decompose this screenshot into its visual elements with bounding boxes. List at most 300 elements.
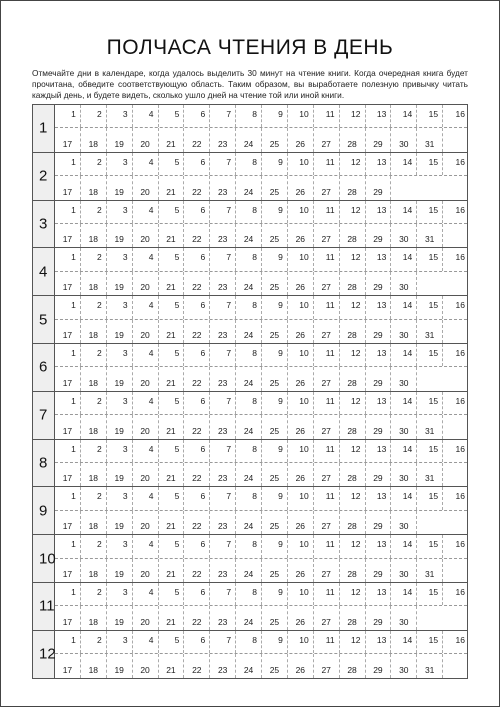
day-cell[interactable] <box>81 654 107 677</box>
day-cell[interactable] <box>107 105 133 127</box>
day-cell[interactable] <box>288 440 314 462</box>
day-cell[interactable] <box>81 631 107 653</box>
day-cell[interactable] <box>81 463 107 486</box>
day-cell[interactable] <box>107 463 133 486</box>
day-cell[interactable] <box>288 153 314 175</box>
day-cell[interactable] <box>236 511 262 534</box>
day-cell[interactable] <box>236 606 262 629</box>
day-cell[interactable] <box>210 631 236 653</box>
day-cell[interactable] <box>210 367 236 390</box>
day-cell[interactable] <box>340 105 366 127</box>
day-cell[interactable] <box>133 463 159 486</box>
day-cell[interactable] <box>288 392 314 414</box>
day-cell[interactable] <box>236 105 262 127</box>
day-cell[interactable] <box>443 583 469 605</box>
day-cell[interactable] <box>81 535 107 557</box>
day-cell[interactable] <box>107 487 133 509</box>
day-cell[interactable] <box>391 463 417 486</box>
day-cell[interactable] <box>236 201 262 223</box>
day-cell[interactable] <box>184 105 210 127</box>
day-cell[interactable] <box>391 224 417 247</box>
day-cell[interactable] <box>81 128 107 151</box>
day-cell[interactable] <box>210 248 236 270</box>
day-cell[interactable] <box>417 153 443 175</box>
day-cell[interactable] <box>366 415 392 438</box>
day-cell[interactable] <box>184 487 210 509</box>
day-cell[interactable] <box>55 248 81 270</box>
day-cell[interactable] <box>55 224 81 247</box>
day-cell[interactable] <box>288 631 314 653</box>
day-cell[interactable] <box>262 344 288 366</box>
day-cell[interactable] <box>133 392 159 414</box>
day-cell[interactable] <box>159 440 185 462</box>
day-cell[interactable] <box>262 272 288 295</box>
day-cell[interactable] <box>81 248 107 270</box>
day-cell[interactable] <box>133 296 159 318</box>
day-cell[interactable] <box>184 201 210 223</box>
day-cell[interactable] <box>417 440 443 462</box>
day-cell[interactable] <box>107 559 133 582</box>
day-cell[interactable] <box>133 440 159 462</box>
day-cell[interactable] <box>314 344 340 366</box>
day-cell[interactable] <box>159 583 185 605</box>
day-cell[interactable] <box>55 105 81 127</box>
day-cell[interactable] <box>417 320 443 343</box>
day-cell[interactable] <box>288 535 314 557</box>
day-cell[interactable] <box>314 320 340 343</box>
day-cell[interactable] <box>184 248 210 270</box>
day-cell[interactable] <box>288 272 314 295</box>
day-cell[interactable] <box>184 344 210 366</box>
day-cell[interactable] <box>288 487 314 509</box>
day-cell[interactable] <box>262 320 288 343</box>
day-cell[interactable] <box>210 320 236 343</box>
day-cell[interactable] <box>262 606 288 629</box>
day-cell[interactable] <box>340 392 366 414</box>
day-cell[interactable] <box>262 440 288 462</box>
day-cell[interactable] <box>340 367 366 390</box>
day-cell[interactable] <box>417 224 443 247</box>
day-cell[interactable] <box>210 272 236 295</box>
day-cell[interactable] <box>391 344 417 366</box>
day-cell[interactable] <box>159 105 185 127</box>
day-cell[interactable] <box>55 535 81 557</box>
day-cell[interactable] <box>366 392 392 414</box>
day-cell[interactable] <box>443 105 469 127</box>
day-cell[interactable] <box>340 248 366 270</box>
day-cell[interactable] <box>314 606 340 629</box>
day-cell[interactable] <box>184 463 210 486</box>
day-cell[interactable] <box>210 344 236 366</box>
day-cell[interactable] <box>159 153 185 175</box>
day-cell[interactable] <box>55 320 81 343</box>
day-cell[interactable] <box>391 248 417 270</box>
day-cell[interactable] <box>366 511 392 534</box>
day-cell[interactable] <box>55 511 81 534</box>
day-cell[interactable] <box>340 415 366 438</box>
day-cell[interactable] <box>314 367 340 390</box>
day-cell[interactable] <box>366 583 392 605</box>
day-cell[interactable] <box>314 631 340 653</box>
day-cell[interactable] <box>81 440 107 462</box>
day-cell[interactable] <box>159 511 185 534</box>
day-cell[interactable] <box>340 583 366 605</box>
day-cell[interactable] <box>417 201 443 223</box>
day-cell[interactable] <box>262 463 288 486</box>
day-cell[interactable] <box>133 153 159 175</box>
day-cell[interactable] <box>107 224 133 247</box>
day-cell[interactable] <box>133 487 159 509</box>
day-cell[interactable] <box>314 176 340 199</box>
day-cell[interactable] <box>133 201 159 223</box>
day-cell[interactable] <box>107 320 133 343</box>
day-cell[interactable] <box>55 463 81 486</box>
day-cell[interactable] <box>417 248 443 270</box>
day-cell[interactable] <box>81 272 107 295</box>
day-cell[interactable] <box>417 535 443 557</box>
day-cell[interactable] <box>417 583 443 605</box>
day-cell[interactable] <box>391 631 417 653</box>
day-cell[interactable] <box>314 487 340 509</box>
day-cell[interactable] <box>340 606 366 629</box>
day-cell[interactable] <box>210 392 236 414</box>
day-cell[interactable] <box>366 463 392 486</box>
day-cell[interactable] <box>417 296 443 318</box>
day-cell[interactable] <box>159 535 185 557</box>
day-cell[interactable] <box>443 487 469 509</box>
day-cell[interactable] <box>236 296 262 318</box>
day-cell[interactable] <box>159 415 185 438</box>
day-cell[interactable] <box>443 296 469 318</box>
day-cell[interactable] <box>366 535 392 557</box>
day-cell[interactable] <box>417 415 443 438</box>
day-cell[interactable] <box>184 631 210 653</box>
day-cell[interactable] <box>366 440 392 462</box>
day-cell[interactable] <box>133 535 159 557</box>
day-cell[interactable] <box>366 224 392 247</box>
day-cell[interactable] <box>159 367 185 390</box>
day-cell[interactable] <box>417 463 443 486</box>
day-cell[interactable] <box>314 272 340 295</box>
day-cell[interactable] <box>391 367 417 390</box>
day-cell[interactable] <box>55 201 81 223</box>
day-cell[interactable] <box>107 440 133 462</box>
day-cell[interactable] <box>340 344 366 366</box>
day-cell[interactable] <box>107 176 133 199</box>
day-cell[interactable] <box>340 128 366 151</box>
day-cell[interactable] <box>288 511 314 534</box>
day-cell[interactable] <box>81 296 107 318</box>
day-cell[interactable] <box>443 344 469 366</box>
day-cell[interactable] <box>236 153 262 175</box>
day-cell[interactable] <box>236 320 262 343</box>
day-cell[interactable] <box>366 487 392 509</box>
day-cell[interactable] <box>262 128 288 151</box>
day-cell[interactable] <box>133 415 159 438</box>
day-cell[interactable] <box>262 392 288 414</box>
day-cell[interactable] <box>55 176 81 199</box>
day-cell[interactable] <box>55 367 81 390</box>
day-cell[interactable] <box>366 296 392 318</box>
day-cell[interactable] <box>443 631 469 653</box>
day-cell[interactable] <box>391 487 417 509</box>
day-cell[interactable] <box>366 559 392 582</box>
day-cell[interactable] <box>417 128 443 151</box>
day-cell[interactable] <box>340 320 366 343</box>
day-cell[interactable] <box>81 487 107 509</box>
day-cell[interactable] <box>159 128 185 151</box>
day-cell[interactable] <box>314 153 340 175</box>
day-cell[interactable] <box>262 248 288 270</box>
day-cell[interactable] <box>417 559 443 582</box>
day-cell[interactable] <box>262 367 288 390</box>
day-cell[interactable] <box>184 176 210 199</box>
day-cell[interactable] <box>210 654 236 677</box>
day-cell[interactable] <box>314 654 340 677</box>
day-cell[interactable] <box>314 583 340 605</box>
day-cell[interactable] <box>133 176 159 199</box>
day-cell[interactable] <box>55 272 81 295</box>
day-cell[interactable] <box>184 272 210 295</box>
day-cell[interactable] <box>417 631 443 653</box>
day-cell[interactable] <box>81 367 107 390</box>
day-cell[interactable] <box>55 128 81 151</box>
day-cell[interactable] <box>314 105 340 127</box>
day-cell[interactable] <box>55 487 81 509</box>
day-cell[interactable] <box>107 654 133 677</box>
day-cell[interactable] <box>184 606 210 629</box>
day-cell[interactable] <box>55 606 81 629</box>
day-cell[interactable] <box>340 535 366 557</box>
day-cell[interactable] <box>314 440 340 462</box>
day-cell[interactable] <box>81 559 107 582</box>
day-cell[interactable] <box>210 128 236 151</box>
day-cell[interactable] <box>210 440 236 462</box>
day-cell[interactable] <box>236 415 262 438</box>
day-cell[interactable] <box>366 153 392 175</box>
day-cell[interactable] <box>366 201 392 223</box>
day-cell[interactable] <box>159 296 185 318</box>
day-cell[interactable] <box>340 487 366 509</box>
day-cell[interactable] <box>366 606 392 629</box>
day-cell[interactable] <box>391 440 417 462</box>
day-cell[interactable] <box>184 367 210 390</box>
day-cell[interactable] <box>159 631 185 653</box>
day-cell[interactable] <box>288 654 314 677</box>
day-cell[interactable] <box>262 535 288 557</box>
day-cell[interactable] <box>391 583 417 605</box>
day-cell[interactable] <box>366 128 392 151</box>
day-cell[interactable] <box>107 128 133 151</box>
day-cell[interactable] <box>288 105 314 127</box>
day-cell[interactable] <box>288 224 314 247</box>
day-cell[interactable] <box>107 583 133 605</box>
day-cell[interactable] <box>366 631 392 653</box>
day-cell[interactable] <box>107 415 133 438</box>
day-cell[interactable] <box>210 487 236 509</box>
day-cell[interactable] <box>107 153 133 175</box>
day-cell[interactable] <box>184 654 210 677</box>
day-cell[interactable] <box>133 511 159 534</box>
day-cell[interactable] <box>159 272 185 295</box>
day-cell[interactable] <box>236 367 262 390</box>
day-cell[interactable] <box>184 153 210 175</box>
day-cell[interactable] <box>184 224 210 247</box>
day-cell[interactable] <box>236 487 262 509</box>
day-cell[interactable] <box>210 511 236 534</box>
day-cell[interactable] <box>107 296 133 318</box>
day-cell[interactable] <box>340 272 366 295</box>
day-cell[interactable] <box>236 176 262 199</box>
day-cell[interactable] <box>391 272 417 295</box>
day-cell[interactable] <box>210 559 236 582</box>
day-cell[interactable] <box>55 392 81 414</box>
day-cell[interactable] <box>210 224 236 247</box>
day-cell[interactable] <box>184 559 210 582</box>
day-cell[interactable] <box>288 367 314 390</box>
day-cell[interactable] <box>366 320 392 343</box>
day-cell[interactable] <box>340 440 366 462</box>
day-cell[interactable] <box>262 511 288 534</box>
day-cell[interactable] <box>443 392 469 414</box>
day-cell[interactable] <box>159 654 185 677</box>
day-cell[interactable] <box>236 392 262 414</box>
day-cell[interactable] <box>314 535 340 557</box>
day-cell[interactable] <box>366 272 392 295</box>
day-cell[interactable] <box>236 224 262 247</box>
day-cell[interactable] <box>262 296 288 318</box>
day-cell[interactable] <box>391 559 417 582</box>
day-cell[interactable] <box>133 367 159 390</box>
day-cell[interactable] <box>55 153 81 175</box>
day-cell[interactable] <box>340 201 366 223</box>
day-cell[interactable] <box>159 559 185 582</box>
day-cell[interactable] <box>133 128 159 151</box>
day-cell[interactable] <box>107 606 133 629</box>
day-cell[interactable] <box>391 392 417 414</box>
day-cell[interactable] <box>55 344 81 366</box>
day-cell[interactable] <box>81 583 107 605</box>
day-cell[interactable] <box>159 201 185 223</box>
day-cell[interactable] <box>443 440 469 462</box>
day-cell[interactable] <box>391 511 417 534</box>
day-cell[interactable] <box>366 654 392 677</box>
day-cell[interactable] <box>391 153 417 175</box>
day-cell[interactable] <box>55 583 81 605</box>
day-cell[interactable] <box>443 535 469 557</box>
day-cell[interactable] <box>314 511 340 534</box>
day-cell[interactable] <box>417 344 443 366</box>
day-cell[interactable] <box>366 248 392 270</box>
day-cell[interactable] <box>184 583 210 605</box>
day-cell[interactable] <box>210 296 236 318</box>
day-cell[interactable] <box>236 654 262 677</box>
day-cell[interactable] <box>340 654 366 677</box>
day-cell[interactable] <box>81 511 107 534</box>
day-cell[interactable] <box>55 415 81 438</box>
day-cell[interactable] <box>184 415 210 438</box>
day-cell[interactable] <box>417 105 443 127</box>
day-cell[interactable] <box>107 631 133 653</box>
day-cell[interactable] <box>184 128 210 151</box>
day-cell[interactable] <box>391 105 417 127</box>
day-cell[interactable] <box>366 105 392 127</box>
day-cell[interactable] <box>107 511 133 534</box>
day-cell[interactable] <box>210 201 236 223</box>
day-cell[interactable] <box>81 153 107 175</box>
day-cell[interactable] <box>391 320 417 343</box>
day-cell[interactable] <box>236 248 262 270</box>
day-cell[interactable] <box>314 128 340 151</box>
day-cell[interactable] <box>236 272 262 295</box>
day-cell[interactable] <box>210 583 236 605</box>
day-cell[interactable] <box>210 606 236 629</box>
day-cell[interactable] <box>133 559 159 582</box>
day-cell[interactable] <box>159 224 185 247</box>
day-cell[interactable] <box>81 176 107 199</box>
day-cell[interactable] <box>314 392 340 414</box>
day-cell[interactable] <box>314 415 340 438</box>
day-cell[interactable] <box>133 272 159 295</box>
day-cell[interactable] <box>81 415 107 438</box>
day-cell[interactable] <box>391 296 417 318</box>
day-cell[interactable] <box>340 631 366 653</box>
day-cell[interactable] <box>133 631 159 653</box>
day-cell[interactable] <box>417 487 443 509</box>
day-cell[interactable] <box>262 487 288 509</box>
day-cell[interactable] <box>366 176 392 199</box>
day-cell[interactable] <box>236 559 262 582</box>
day-cell[interactable] <box>159 248 185 270</box>
day-cell[interactable] <box>107 248 133 270</box>
day-cell[interactable] <box>340 559 366 582</box>
day-cell[interactable] <box>391 606 417 629</box>
day-cell[interactable] <box>340 153 366 175</box>
day-cell[interactable] <box>262 631 288 653</box>
day-cell[interactable] <box>81 606 107 629</box>
day-cell[interactable] <box>184 392 210 414</box>
day-cell[interactable] <box>288 248 314 270</box>
day-cell[interactable] <box>184 535 210 557</box>
day-cell[interactable] <box>133 606 159 629</box>
day-cell[interactable] <box>314 224 340 247</box>
day-cell[interactable] <box>81 320 107 343</box>
day-cell[interactable] <box>262 224 288 247</box>
day-cell[interactable] <box>288 583 314 605</box>
day-cell[interactable] <box>236 631 262 653</box>
day-cell[interactable] <box>391 201 417 223</box>
day-cell[interactable] <box>262 559 288 582</box>
day-cell[interactable] <box>288 320 314 343</box>
day-cell[interactable] <box>210 463 236 486</box>
day-cell[interactable] <box>288 606 314 629</box>
day-cell[interactable] <box>159 463 185 486</box>
day-cell[interactable] <box>417 654 443 677</box>
day-cell[interactable] <box>288 344 314 366</box>
day-cell[interactable] <box>107 367 133 390</box>
day-cell[interactable] <box>81 224 107 247</box>
day-cell[interactable] <box>262 583 288 605</box>
day-cell[interactable] <box>184 320 210 343</box>
day-cell[interactable] <box>366 344 392 366</box>
day-cell[interactable] <box>288 296 314 318</box>
day-cell[interactable] <box>55 559 81 582</box>
day-cell[interactable] <box>107 535 133 557</box>
day-cell[interactable] <box>236 128 262 151</box>
day-cell[interactable] <box>81 201 107 223</box>
day-cell[interactable] <box>314 463 340 486</box>
day-cell[interactable] <box>366 367 392 390</box>
